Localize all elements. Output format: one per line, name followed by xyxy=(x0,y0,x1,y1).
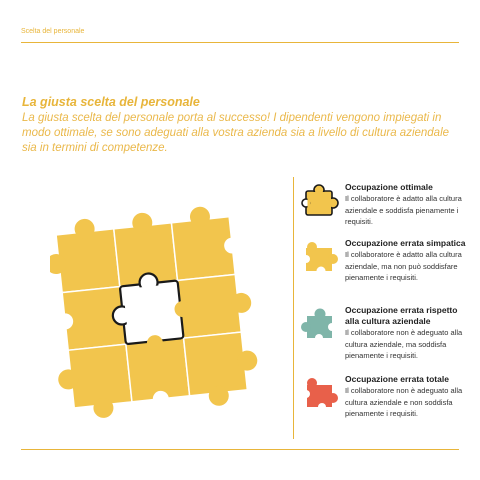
puzzle-piece-outlined-icon xyxy=(300,182,340,222)
puzzle-piece-yellow-icon xyxy=(300,238,340,278)
legend-divider xyxy=(293,177,294,439)
legend-desc: Il collaboratore non è adeguato alla cultura aziendale, ma soddisfa pienamente i requisiti. xyxy=(345,328,463,360)
legend-desc: Il collaboratore è adatto alla cultura aziendale, ma non può soddisfare pienamente i requisiti. xyxy=(345,250,462,282)
legend-title: Occupazione errata rispetto alla cultura aziendale xyxy=(345,305,458,326)
legend-item-ottimale xyxy=(300,182,470,232)
legend-item-totale xyxy=(300,374,470,434)
puzzle-piece xyxy=(56,229,120,293)
puzzle-piece xyxy=(184,332,248,396)
legend-item-cultura xyxy=(300,305,470,365)
legend-desc: Il collaboratore è adatto alla cultura aziendale e soddisfa pienamente i requisiti. xyxy=(345,194,462,226)
puzzle-piece-red-icon xyxy=(300,374,340,414)
puzzle-piece-teal-icon xyxy=(300,305,340,345)
legend-desc: Il collaboratore non è adeguato alla cultura aziendale e non soddisfa pienamente i requisiti. xyxy=(345,386,463,418)
bottom-rule xyxy=(21,449,459,450)
top-rule xyxy=(21,42,459,43)
puzzle-piece xyxy=(68,344,132,408)
intro-text: La giusta scelta del personale porta al successo! I dipendenti vengono impiegati in modo ottimale, se sono adeguati alla vostra azienda sia a livello di cultura aziendale sia in termini di competenze. xyxy=(22,112,450,154)
page-heading: La giusta scelta del personale xyxy=(22,95,200,109)
section-label: Scelta del personale xyxy=(21,28,85,35)
legend-item-simpatica xyxy=(300,238,470,298)
puzzle-illustration xyxy=(50,200,260,430)
legend-title: Occupazione ottimale xyxy=(345,182,433,192)
legend-title: Occupazione errata simpatica xyxy=(345,238,466,248)
legend-title: Occupazione errata totale xyxy=(345,374,449,384)
